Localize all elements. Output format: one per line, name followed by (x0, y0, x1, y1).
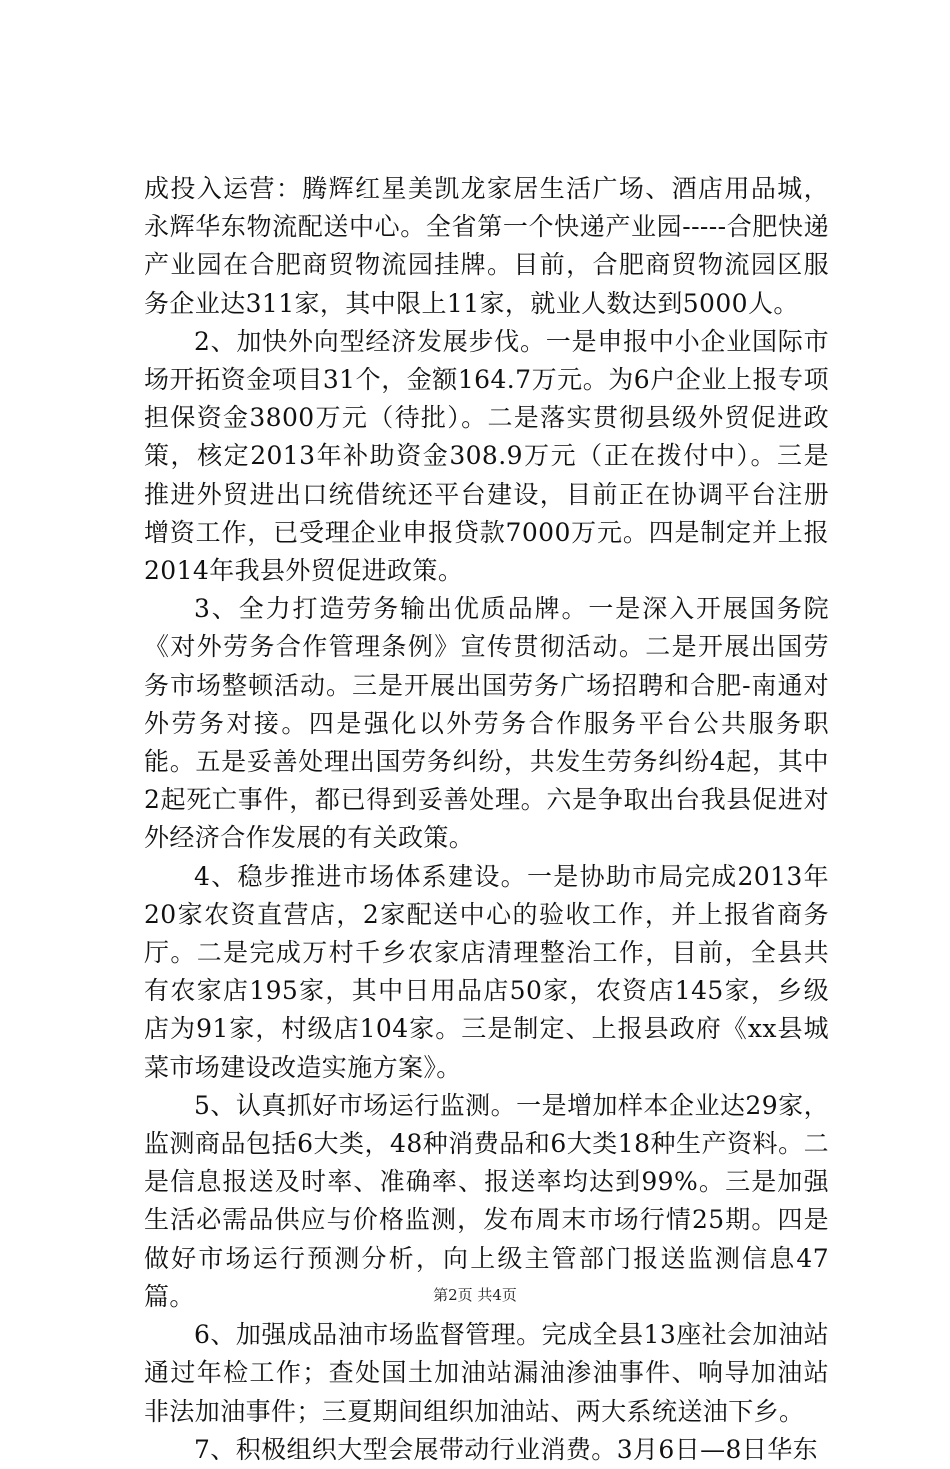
paragraph-oil-supervision: 6、加强成品油市场监督管理。完成全县13座社会加油站通过年检工作；查处国土加油站漏油渗油事件、响导加油站非法加油事件；三夏期间组织加油站、两大系统送油下乡。 (144, 1320, 829, 1426)
paragraph-labor-export: 3、全力打造劳务输出优质品牌。一是深入开展国务院《对外劳务合作管理条例》宣传贯彻活动。二是开展出国劳务市场整顿活动。三是开展出国劳务广场招聘和合肥-南通对外劳务对接。四是强化以外劳务合作服务平台公共服务职能。五是妥善处理出国劳务纠纷，共发生劳务纠纷4起，其中2起死亡事件，都已得到妥善处理。六是争取出台我县促进对外经济合作发展的有关政策。 (144, 594, 829, 853)
body-text (144, 170, 829, 1469)
paragraph-continuation: 成投入运营：腾辉红星美凯龙家居生活广场、酒店用品城，永辉华东物流配送中心。全省第一个快递产业园-----合肥快递产业园在合肥商贸物流园挂牌。目前，合肥商贸物流园区服务企业达311家，其中限上11家，就业人数达到5000人。 (144, 174, 829, 318)
paragraph-foreign-trade: 2、加快外向型经济发展步伐。一是申报中小企业国际市场开拓资金项目31个，金额164.7万元。为6户企业上报专项担保资金3800万元（待批）。二是落实贯彻县级外贸促进政策，核定2013年补助资金308.9万元（正在拨付中）。三是推进外贸进出口统借统还平台建设，目前正在协调平台注册增资工作，已受理企业申报贷款7000万元。四是制定并上报2014年我县外贸促进政策。 (144, 326, 829, 586)
paragraph-market-monitoring: 5、认真抓好市场运行监测。一是增加样本企业达29家，监测商品包括6大类，48种消费品和6大类18种生产资料。二是信息报送及时率、准确率、报送率均达到99%。三是加强生活必需品供应与价格监测，发布周末市场行情25期。四是做好市场运行预测分析，向上级主管部门报送监测信息47篇。 (144, 1090, 829, 1311)
paragraph-exhibitions: 7、积极组织大型会展带动行业消费。3月6日—8日华东 (194, 1434, 819, 1464)
page-number-footer: 第2页 共4页 (433, 1286, 517, 1304)
paragraph-market-system: 4、稳步推进市场体系建设。一是协助市局完成2013年20家农资直营店，2家配送中心的验收工作，并上报省商务厅。二是完成万村千乡农家店清理整治工作，目前，全县共有农家店195家，其中日用品店50家，农资店145家，乡级店为91家，村级店104家。三是制定、上报县政府《xx县城菜市场建设改造实施方案》。 (144, 861, 829, 1082)
